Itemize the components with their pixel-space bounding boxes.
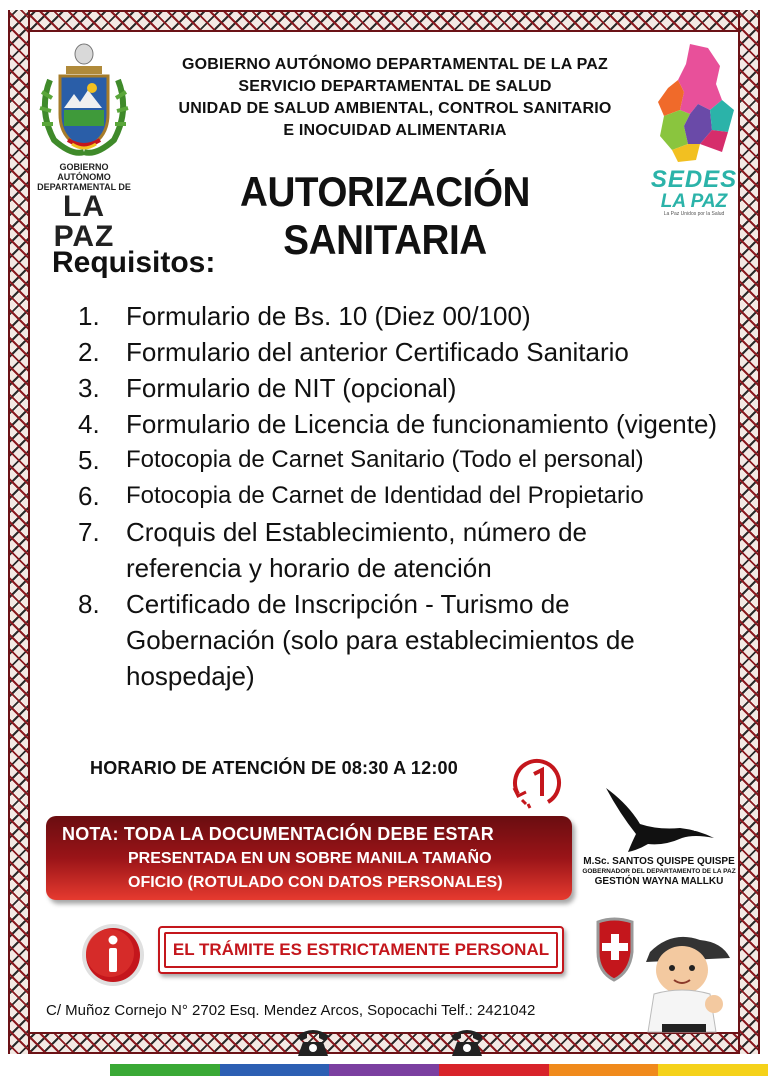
rainbow-segment [439, 1064, 549, 1076]
logo-left-text-2: DEPARTAMENTAL DE [37, 182, 131, 192]
item-number: 2. [78, 337, 100, 367]
logo-sedes-la-paz [650, 40, 740, 220]
list-item [78, 478, 728, 514]
border-top [8, 10, 760, 32]
item-text: Fotocopia de Carnet Sanitario (Todo el personal) [126, 446, 644, 473]
governor-name: M.Sc. SANTOS QUISPE QUISPE [583, 856, 735, 867]
list-item [78, 370, 728, 406]
note-line-3: OFICIO (ROTULADO CON DATOS PERSONALES) [128, 874, 503, 891]
border-right [738, 10, 760, 1054]
governor-block [574, 856, 744, 887]
personal-notice-text: EL TRÁMITE ES ESTRICTAMENTE PERSONAL [164, 932, 558, 968]
item-number: 3. [78, 373, 100, 403]
rainbow-segment [658, 1064, 768, 1076]
list-item [78, 298, 728, 334]
item-number: 8. [78, 589, 100, 619]
item-text: Croquis del Establecimiento, número de referencia y horario de atención [126, 517, 588, 583]
institution-line-1: GOBIERNO AUTÓNOMO DEPARTAMENTAL DE LA PAZ [182, 56, 608, 73]
requirements-heading: Requisitos: [52, 246, 216, 279]
sedes-la-paz-text: LA PAZ [660, 191, 728, 212]
item-number: 6. [78, 481, 100, 511]
telephone-icon [294, 1024, 332, 1058]
item-text: Fotocopia de Carnet de Identidad del Propietario [126, 482, 644, 509]
item-number: 4. [78, 409, 100, 439]
logo-gobierno-la-paz [32, 40, 136, 253]
item-text: Formulario del anterior Certificado Sanitario [126, 337, 629, 367]
list-item [78, 586, 728, 694]
rainbow-segment [329, 1064, 439, 1076]
logo-left-la-paz: LA PAZ [53, 190, 115, 253]
note-box [46, 816, 572, 900]
coat-of-arms-icon [32, 40, 136, 162]
rainbow-stripe [110, 1064, 768, 1076]
page-title: AUTORIZACIÓN SANITARIA [239, 168, 531, 263]
item-number: 7. [78, 517, 100, 547]
institution-line-2: SERVICIO DEPARTAMENTAL DE SALUD [238, 78, 552, 95]
item-text: Certificado de Inscripción - Turismo de Gobernación (solo para establecimientos de hospedaje) [126, 589, 635, 691]
clock-icon [508, 754, 564, 810]
institution-line-3: UNIDAD DE SALUD AMBIENTAL, CONTROL SANITARIO [178, 100, 612, 117]
sedes-tagline: La Paz Unidos por la Salud [663, 211, 725, 217]
address-text: C/ Muñoz Cornejo N° 2702 Esq. Mendez Arcos, Sopocachi Telf.: 2421042 [46, 1002, 536, 1019]
institution-header [130, 54, 660, 142]
logo-left-text-1: GOBIERNO AUTÓNOMO [57, 162, 111, 182]
condor-icon [598, 784, 718, 854]
list-item [78, 442, 728, 478]
item-number: 1. [78, 301, 100, 331]
rainbow-segment [220, 1064, 330, 1076]
item-number: 5. [78, 445, 100, 475]
requirements-list [78, 298, 728, 694]
schedule-text: HORARIO DE ATENCIÓN DE 08:30 A 12:00 [90, 758, 458, 778]
sedes-text: SEDES [650, 166, 738, 193]
personal-notice [158, 926, 564, 974]
item-text: Formulario de Licencia de funcionamiento (vigente) [126, 409, 718, 439]
list-item [78, 334, 728, 370]
border-left [8, 10, 30, 1054]
governor-slogan: GESTIÓN WAYNA MALLKU [594, 876, 724, 887]
list-item [78, 406, 728, 442]
item-text: Formulario de Bs. 10 (Diez 00/100) [126, 301, 531, 331]
health-mascot-icon [592, 912, 732, 1034]
rainbow-segment [110, 1064, 220, 1076]
rainbow-segment [549, 1064, 659, 1076]
border-bottom [8, 1032, 760, 1054]
item-text: Formulario de NIT (opcional) [126, 373, 457, 403]
governor-role: GOBERNADOR DEL DEPARTAMENTO DE LA PAZ [582, 868, 736, 875]
note-line-2: PRESENTADA EN UN SOBRE MANILA TAMAÑO [128, 850, 492, 867]
info-icon [80, 922, 146, 988]
institution-line-4: E INOCUIDAD ALIMENTARIA [283, 122, 507, 139]
list-item [78, 514, 728, 586]
department-map-icon [650, 40, 740, 166]
telephone-icon [448, 1024, 486, 1058]
note-line-1: NOTA: TODA LA DOCUMENTACIÓN DEBE ESTAR [62, 824, 494, 844]
